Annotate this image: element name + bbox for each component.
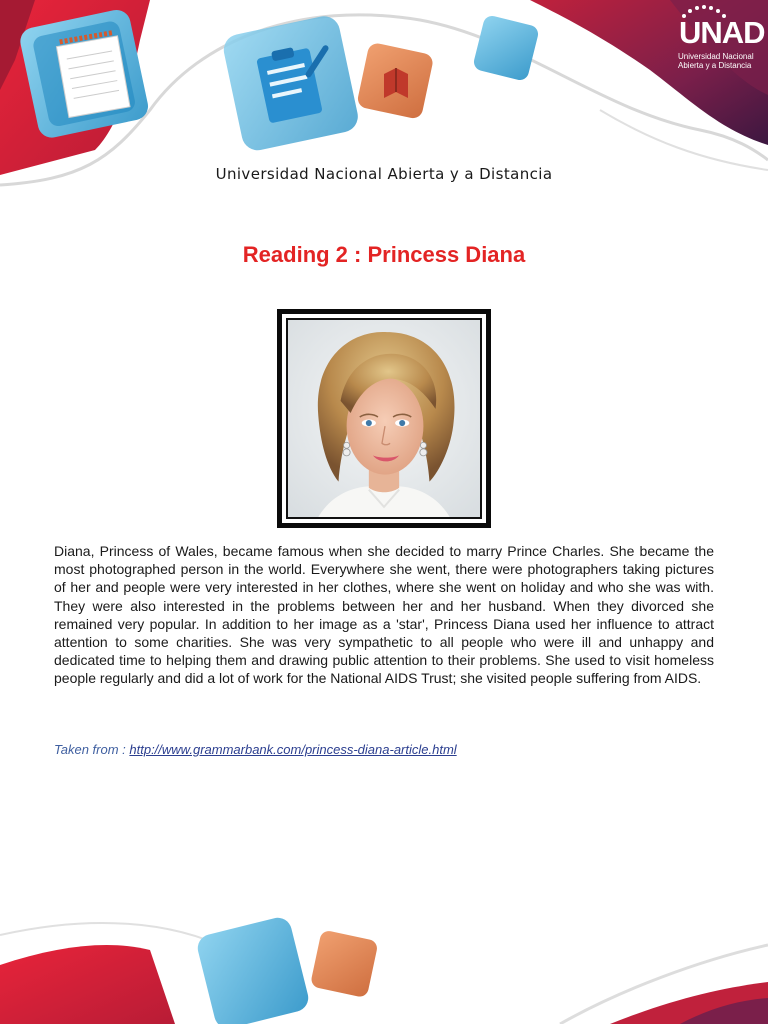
reading-title: Reading 2 : Princess Diana [242,242,526,267]
source-citation [54,742,457,757]
source-label: Taken from : [54,742,130,757]
source-link[interactable]: http://www.grammarbank.com/princess-diana-article.html [129,742,457,757]
portrait-frame [277,309,491,528]
university-name: Universidad Nacional Abierta y a Distancia [215,165,553,183]
footer-decoration [0,880,768,1024]
portrait-photo [288,320,480,517]
unad-logo-wordmark: UNAD [679,15,765,50]
reading-body: Diana, Princess of Wales, became famous when she decided to marry Prince Charles. She became the most photographed person in the world. Everywhere she went, there were photographers taking pictures of her and people were very interested in her clothes, where she went on holiday and who she was with. They were also interested in the problems between her and her husband. When they divorced she remained very popular. In addition to her image as a 'star', Princess Diana used her influence to attract attention to some charities. She was very sympathetic to all people who were ill and unhappy and dedicated time to helping them and drawing public attention to their problems. She used to visit homeless people regularly and did a lot of work for the National AIDS Trust; she visited people suffering from AIDS. [54,543,714,687]
unad-logo-subtitle: Universidad Nacional Abierta y a Distancia [678,52,754,70]
notepad-icon [56,32,130,118]
